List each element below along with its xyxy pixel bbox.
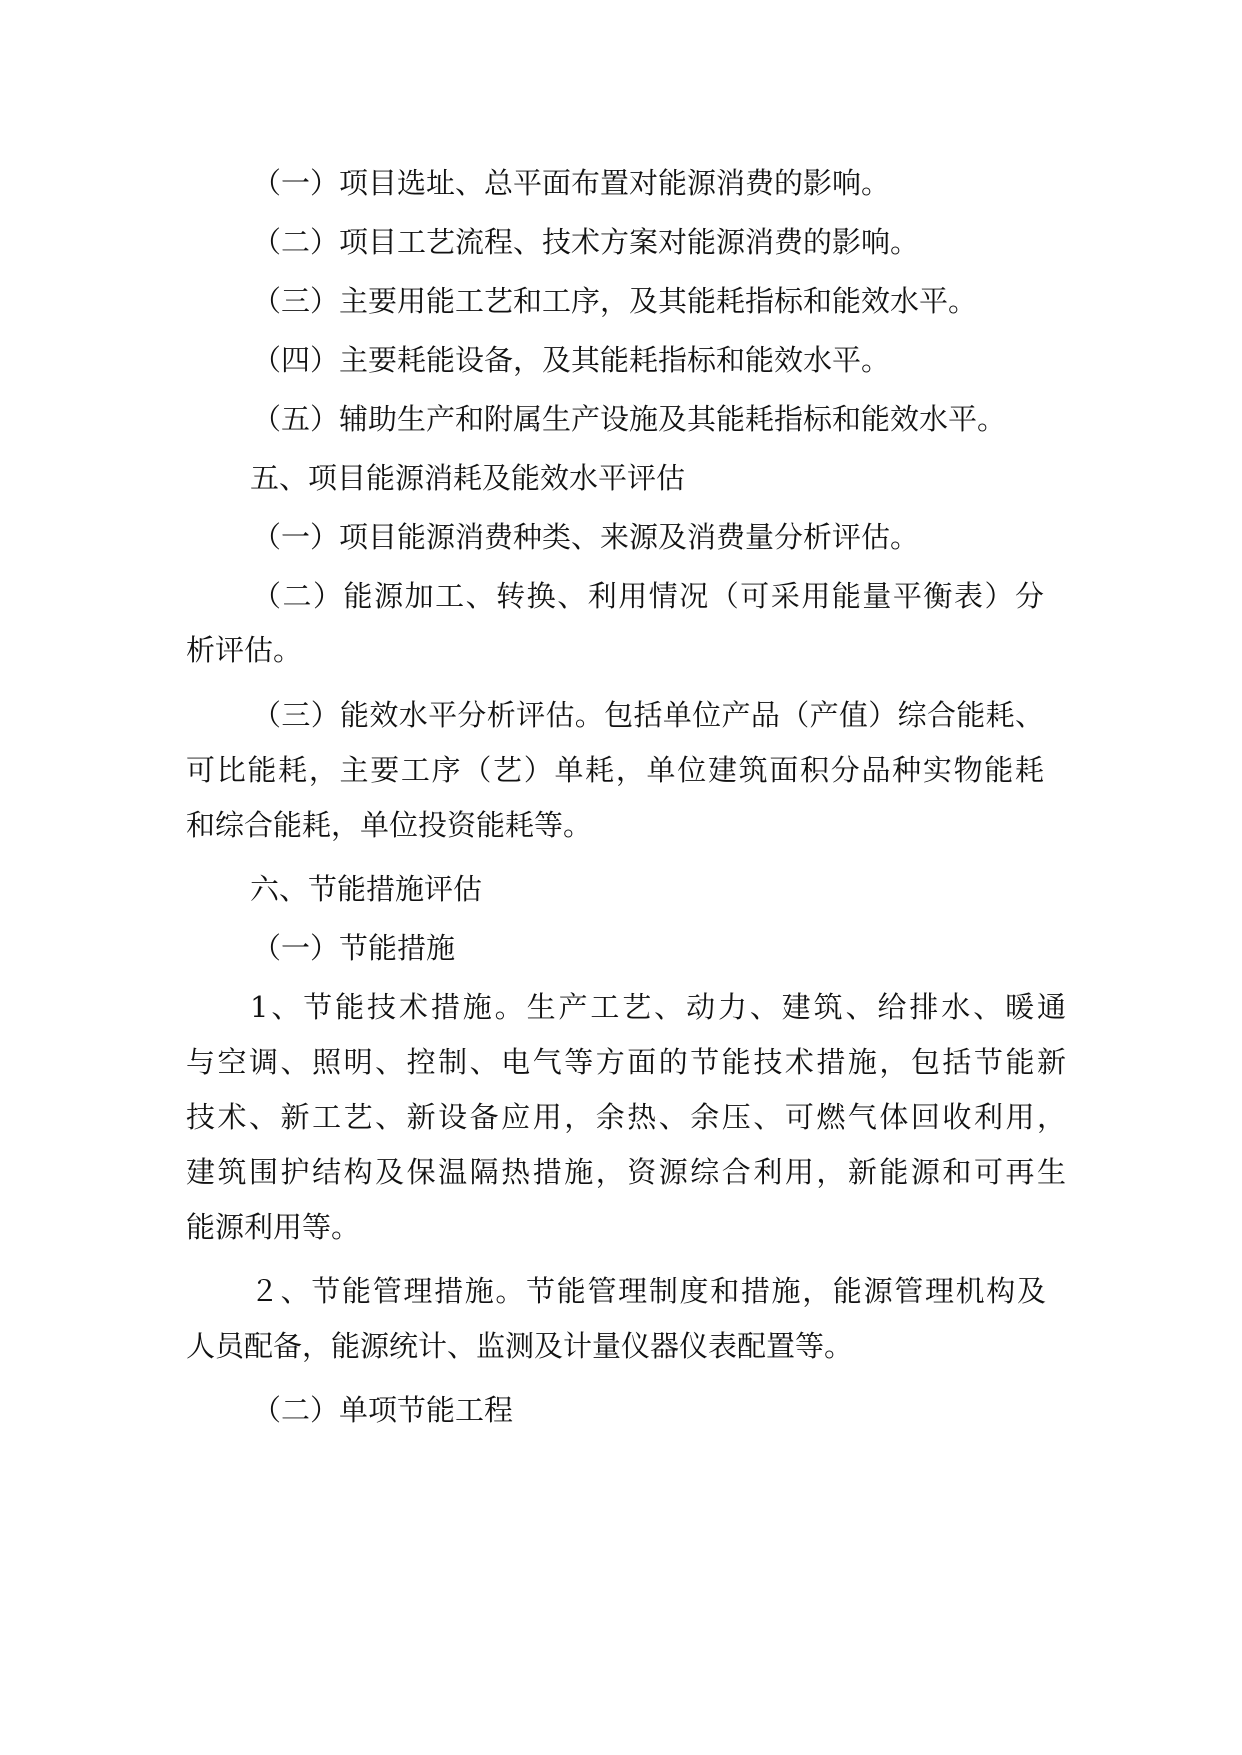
item-process-technology: （二）项目工艺流程、技术方案对能源消费的影响。 bbox=[252, 225, 920, 259]
paragraph-management-measures-line1: ２、节能管理措施。节能管理制度和措施，能源管理机构及 bbox=[250, 1274, 1046, 1308]
paragraph-energy-processing-line1: （二）能源加工、转换、利用情况（可采用能量平衡表）分 bbox=[252, 579, 1044, 613]
paragraph-technical-measures-line4: 建筑围护结构及保温隔热措施，资源综合利用，新能源和可再生 bbox=[186, 1155, 1066, 1189]
section-heading-five: 五、项目能源消耗及能效水平评估 bbox=[250, 461, 686, 495]
item-energy-consumption-types: （一）项目能源消费种类、来源及消费量分析评估。 bbox=[252, 520, 920, 554]
paragraph-technical-measures-line5: 能源利用等。 bbox=[186, 1210, 361, 1244]
paragraph-technical-measures-line3: 技术、新工艺、新设备应用，余热、余压、可燃气体回收利用， bbox=[186, 1100, 1066, 1134]
paragraph-technical-measures-line2: 与空调、照明、控制、电气等方面的节能技术措施，包括节能新 bbox=[186, 1045, 1066, 1079]
paragraph-energy-processing-line2: 析评估。 bbox=[186, 633, 303, 667]
subsection-heading-measures: （一）节能措施 bbox=[252, 931, 456, 965]
paragraph-efficiency-line3: 和综合能耗，单位投资能耗等。 bbox=[186, 808, 593, 842]
item-main-processes: （三）主要用能工艺和工序，及其能耗指标和能效水平。 bbox=[252, 284, 978, 318]
paragraph-technical-measures-line1: 1、节能技术措施。生产工艺、动力、建筑、给排水、暖通 bbox=[250, 990, 1066, 1024]
paragraph-efficiency-line2: 可比能耗，主要工序（艺）单耗，单位建筑面积分品种实物能耗 bbox=[186, 753, 1044, 787]
item-main-equipment: （四）主要耗能设备，及其能耗指标和能效水平。 bbox=[252, 343, 891, 377]
item-auxiliary-facilities: （五）辅助生产和附属生产设施及其能耗指标和能效水平。 bbox=[252, 402, 1007, 436]
subsection-heading-single-projects: （二）单项节能工程 bbox=[252, 1393, 514, 1427]
item-site-layout: （一）项目选址、总平面布置对能源消费的影响。 bbox=[252, 166, 891, 200]
paragraph-management-measures-line2: 人员配备，能源统计、监测及计量仪器仪表配置等。 bbox=[186, 1329, 854, 1363]
paragraph-efficiency-line1: （三）能效水平分析评估。包括单位产品（产值）综合能耗、 bbox=[252, 698, 1044, 732]
section-heading-six: 六、节能措施评估 bbox=[250, 872, 483, 906]
